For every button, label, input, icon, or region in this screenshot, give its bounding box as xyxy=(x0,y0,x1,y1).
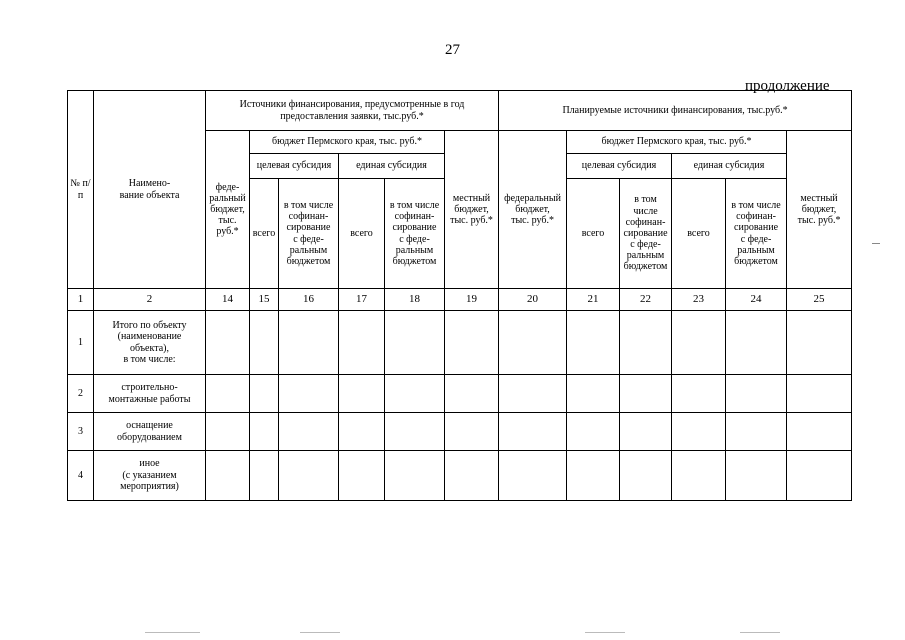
table-row xyxy=(68,311,852,375)
margin-mark xyxy=(872,243,880,244)
table-cell xyxy=(445,375,499,413)
bottom-scan-line xyxy=(145,632,200,633)
table-cell xyxy=(567,413,620,451)
row-object-name: оснащение оборудованием xyxy=(94,413,206,451)
header-total: всего xyxy=(250,179,279,289)
table-cell xyxy=(385,413,445,451)
header-cofinancing: в том числе софинан- сирование с феде- ральным бюджетом xyxy=(620,179,672,289)
table-cell xyxy=(726,311,787,375)
table-cell xyxy=(567,311,620,375)
column-number: 23 xyxy=(672,289,726,311)
financing-table xyxy=(67,90,852,501)
table-cell xyxy=(206,451,250,501)
table-cell xyxy=(672,311,726,375)
table-cell xyxy=(672,413,726,451)
table-cell xyxy=(499,451,567,501)
header-sources-application: Источники финансирования, предусмотренные в год предоставления заявки, тыс.руб.* xyxy=(206,91,499,131)
header-federal-budget: федеральный бюджет, тыс. руб.* xyxy=(499,131,567,289)
header-cofinancing: в том числе софинан- сирование с феде- ральным бюджетом xyxy=(385,179,445,289)
table-cell xyxy=(672,375,726,413)
table-cell xyxy=(620,451,672,501)
table-cell xyxy=(726,451,787,501)
header-single-subsidy: единая субсидия xyxy=(339,154,445,179)
column-number: 21 xyxy=(567,289,620,311)
table-cell xyxy=(620,311,672,375)
header-cofinancing: в том числе софинан- сирование с феде- ральным бюджетом xyxy=(279,179,339,289)
row-number: 4 xyxy=(68,451,94,501)
table-cell xyxy=(339,375,385,413)
table-cell xyxy=(385,451,445,501)
header-perm-budget: бюджет Пермского края, тыс. руб.* xyxy=(567,131,787,154)
bottom-scan-line xyxy=(585,632,625,633)
bottom-scan-line xyxy=(740,632,780,633)
column-number: 19 xyxy=(445,289,499,311)
table-cell xyxy=(385,375,445,413)
table-cell xyxy=(206,311,250,375)
table-row xyxy=(68,413,852,451)
continuation-label: продолжение xyxy=(745,78,830,94)
table-cell xyxy=(206,413,250,451)
column-number-row xyxy=(68,289,852,311)
row-number: 3 xyxy=(68,413,94,451)
header-total: всего xyxy=(567,179,620,289)
table-cell xyxy=(445,413,499,451)
table-cell xyxy=(726,413,787,451)
header-total: всего xyxy=(672,179,726,289)
row-number: 1 xyxy=(68,311,94,375)
table-cell xyxy=(672,451,726,501)
table-cell xyxy=(620,375,672,413)
column-number: 24 xyxy=(726,289,787,311)
table-cell xyxy=(787,311,852,375)
table-cell xyxy=(279,413,339,451)
table-cell xyxy=(385,311,445,375)
table-cell xyxy=(499,311,567,375)
column-number: 17 xyxy=(339,289,385,311)
table-cell xyxy=(567,451,620,501)
column-number: 18 xyxy=(385,289,445,311)
column-number: 15 xyxy=(250,289,279,311)
header-target-subsidy: целевая субсидия xyxy=(567,154,672,179)
table-cell xyxy=(567,375,620,413)
column-number: 25 xyxy=(787,289,852,311)
header-total: всего xyxy=(339,179,385,289)
column-number: 22 xyxy=(620,289,672,311)
header-perm-budget: бюджет Пермского края, тыс. руб.* xyxy=(250,131,445,154)
table-cell xyxy=(787,451,852,501)
header-local-budget: местный бюджет, тыс. руб.* xyxy=(787,131,852,289)
table-cell xyxy=(279,451,339,501)
header-federal-budget-short: феде- ральный бюджет, тыс. руб.* xyxy=(206,131,250,289)
row-object-name: Итого по объекту (наименование объекта), в том числе: xyxy=(94,311,206,375)
table-row xyxy=(68,375,852,413)
table-cell xyxy=(339,451,385,501)
page-number: 27 xyxy=(445,42,460,58)
table-cell xyxy=(445,451,499,501)
column-number: 2 xyxy=(94,289,206,311)
table-cell xyxy=(339,413,385,451)
header-object-name: Наимено- вание объекта xyxy=(94,91,206,289)
table-cell xyxy=(206,375,250,413)
column-number: 20 xyxy=(499,289,567,311)
column-number: 1 xyxy=(68,289,94,311)
header-target-subsidy: целевая субсидия xyxy=(250,154,339,179)
table-cell xyxy=(279,311,339,375)
row-object-name: строительно- монтажные работы xyxy=(94,375,206,413)
table-cell xyxy=(279,375,339,413)
header-row-no: № п/п xyxy=(68,91,94,289)
table-cell xyxy=(787,413,852,451)
table-cell xyxy=(620,413,672,451)
table-cell xyxy=(250,413,279,451)
row-number: 2 xyxy=(68,375,94,413)
table-cell xyxy=(726,375,787,413)
column-number: 16 xyxy=(279,289,339,311)
table-cell xyxy=(250,375,279,413)
table-cell xyxy=(787,375,852,413)
table-cell xyxy=(445,311,499,375)
header-planned-sources: Планируемые источники финансирования, тыс.руб.* xyxy=(499,91,852,131)
row-object-name: иное (с указанием мероприятия) xyxy=(94,451,206,501)
header-cofinancing: в том числе софинан- сирование с феде- ральным бюджетом xyxy=(726,179,787,289)
bottom-scan-line xyxy=(300,632,340,633)
table-cell xyxy=(250,451,279,501)
table-row xyxy=(68,451,852,501)
table-cell xyxy=(499,413,567,451)
header-single-subsidy: единая субсидия xyxy=(672,154,787,179)
column-number: 14 xyxy=(206,289,250,311)
table-cell xyxy=(339,311,385,375)
header-local-budget: местный бюджет, тыс. руб.* xyxy=(445,131,499,289)
table-cell xyxy=(499,375,567,413)
table-cell xyxy=(250,311,279,375)
